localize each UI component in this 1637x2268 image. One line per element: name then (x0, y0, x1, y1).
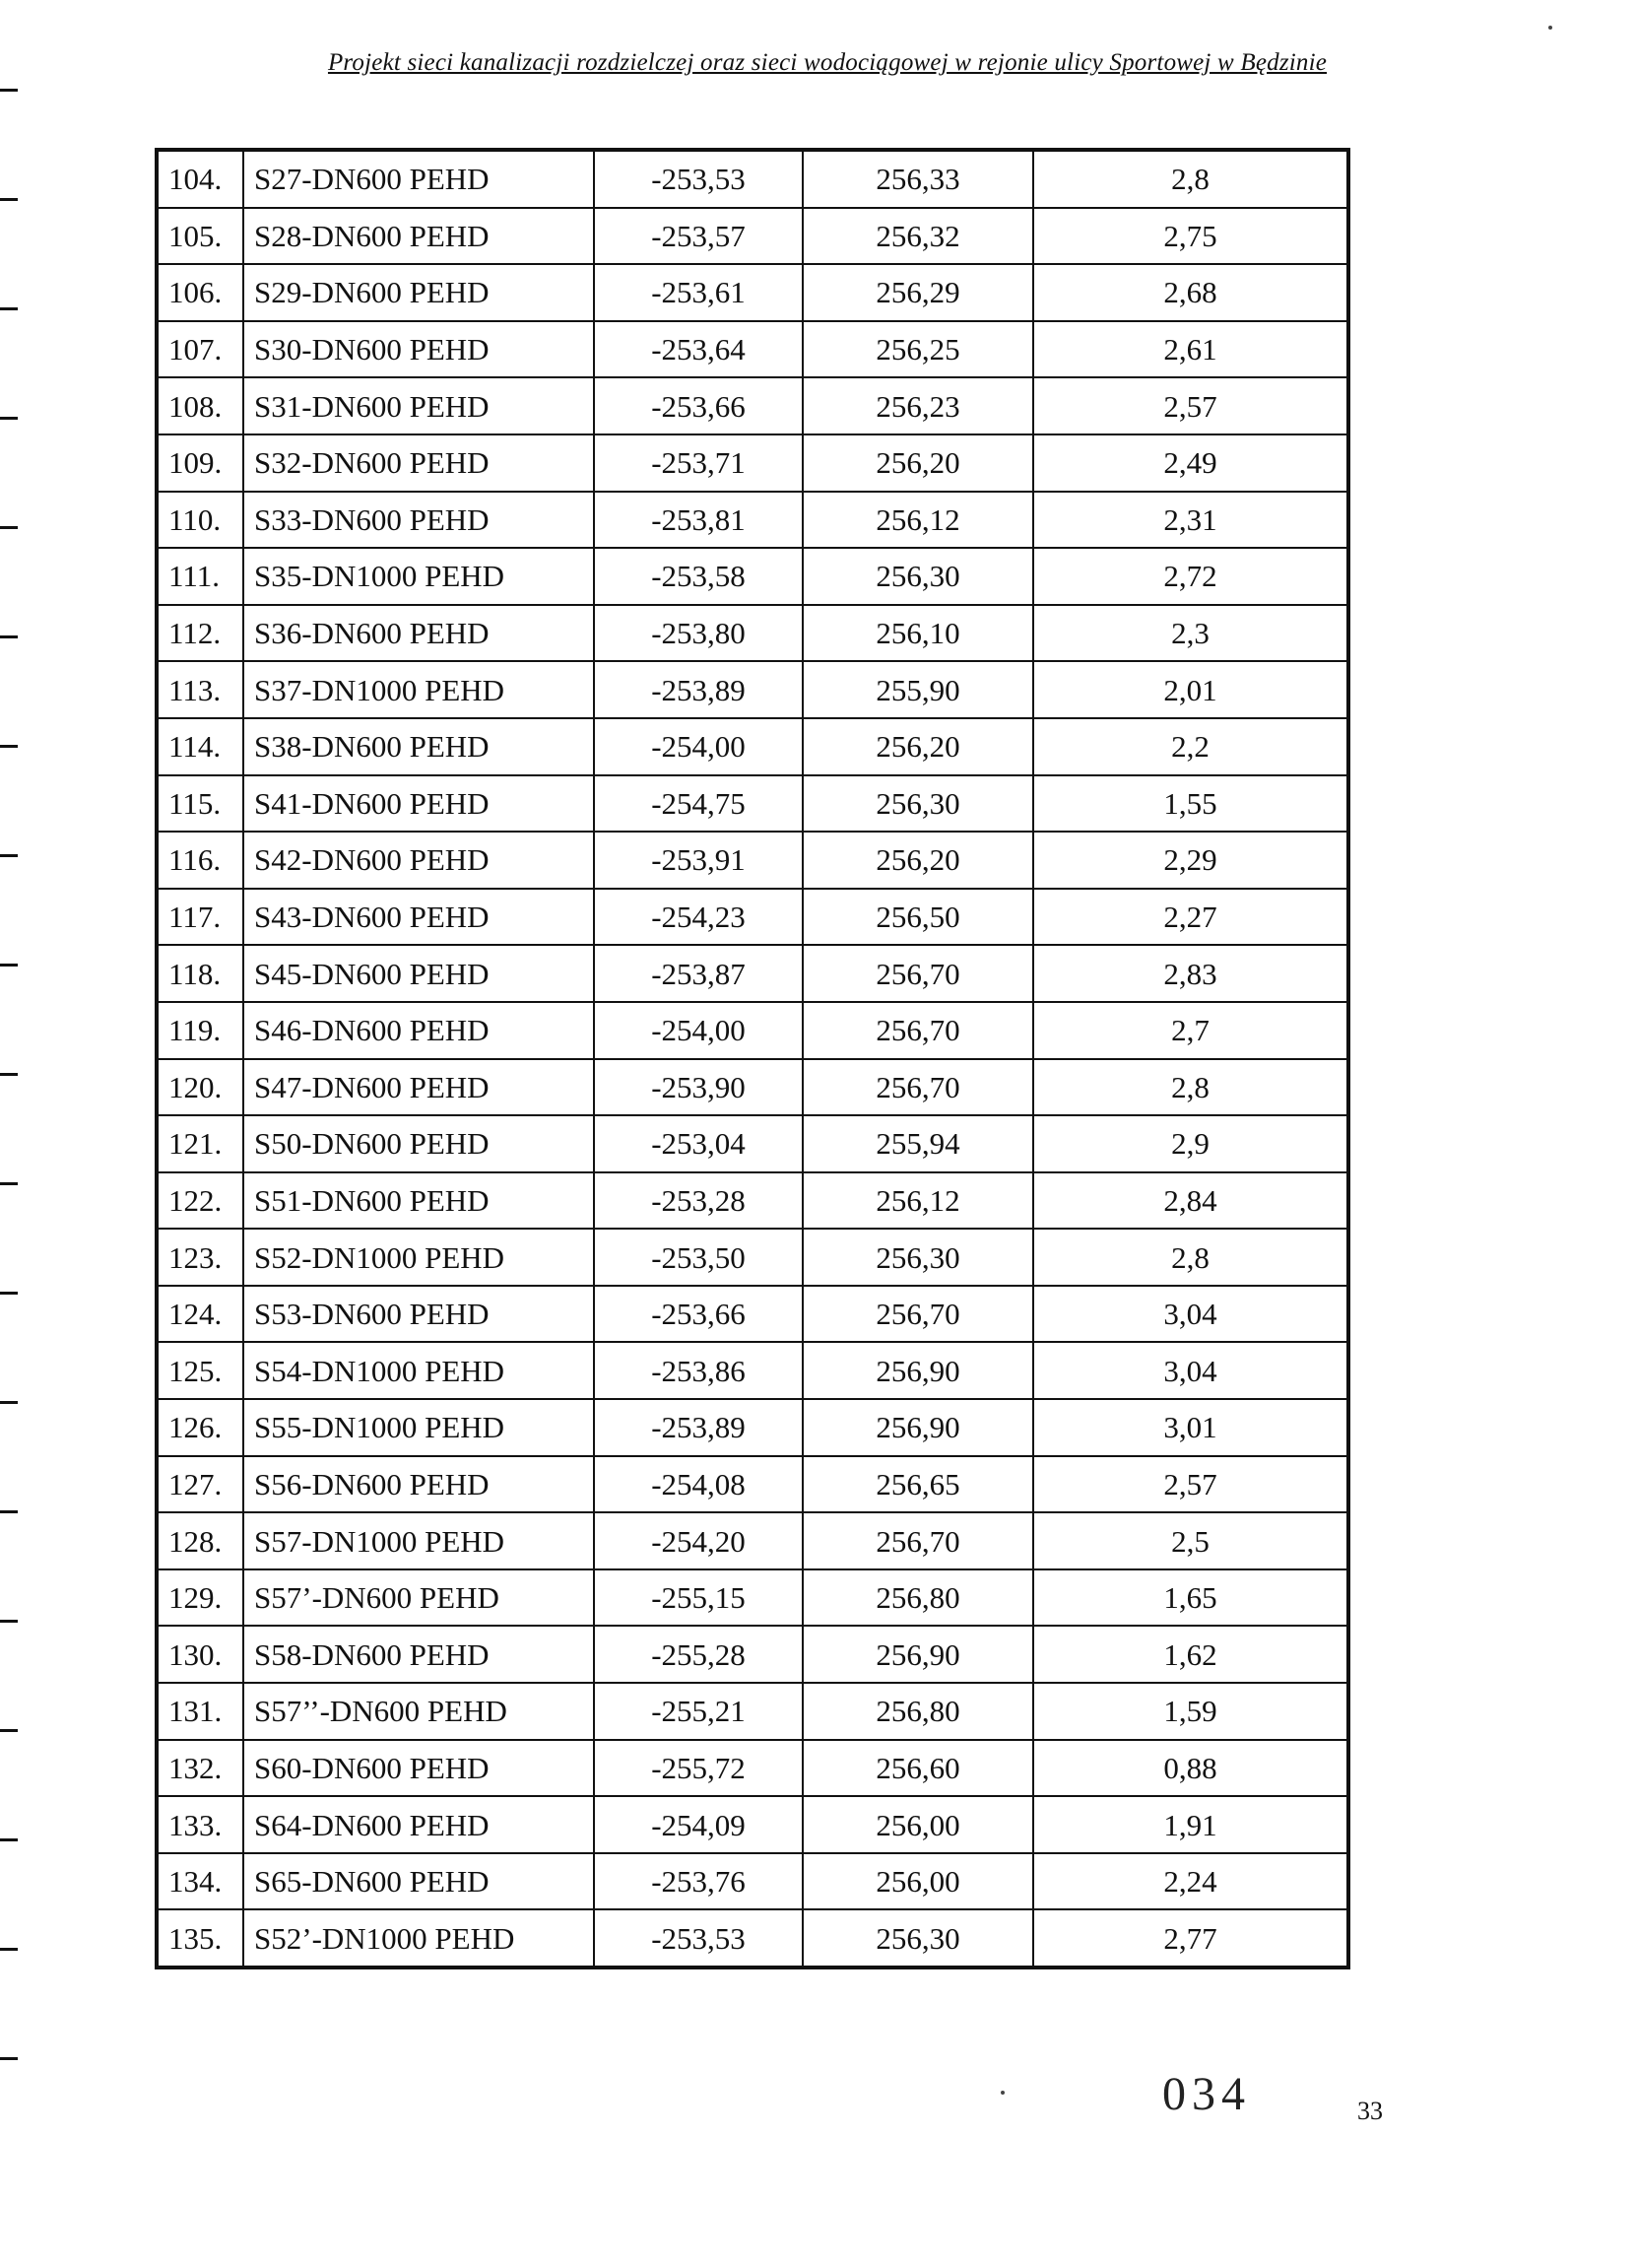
row-number-cell: 135. (157, 1909, 243, 1968)
value2-cell: 256,12 (803, 1172, 1033, 1230)
table-row (157, 1740, 1348, 1797)
table-row (157, 718, 1348, 775)
table-row (157, 1172, 1348, 1230)
pipe-name-cell: S51-DN600 PEHD (243, 1172, 594, 1230)
value2-cell: 256,70 (803, 1512, 1033, 1569)
value2-cell: 256,23 (803, 377, 1033, 434)
value3-cell: 2,77 (1033, 1909, 1348, 1968)
row-number-cell: 120. (157, 1059, 243, 1116)
table-row (157, 492, 1348, 549)
pipe-name-cell: S55-DN1000 PEHD (243, 1399, 594, 1456)
value3-cell: 3,01 (1033, 1399, 1348, 1456)
value2-cell: 256,30 (803, 775, 1033, 833)
table-row (157, 1115, 1348, 1172)
value1-cell: -253,66 (594, 1286, 803, 1343)
value2-cell: 256,90 (803, 1342, 1033, 1399)
value3-cell: 2,8 (1033, 1229, 1348, 1286)
edge-mark (0, 1838, 18, 1841)
value1-cell: -253,81 (594, 492, 803, 549)
table-row (157, 1229, 1348, 1286)
edge-mark (0, 1073, 18, 1076)
value3-cell: 2,3 (1033, 605, 1348, 662)
value3-cell: 1,59 (1033, 1683, 1348, 1740)
value1-cell: -253,53 (594, 1909, 803, 1968)
value1-cell: -253,28 (594, 1172, 803, 1230)
pipe-name-cell: S32-DN600 PEHD (243, 434, 594, 492)
table-row (157, 605, 1348, 662)
value2-cell: 256,90 (803, 1399, 1033, 1456)
pipe-name-cell: S43-DN600 PEHD (243, 889, 594, 946)
value3-cell: 2,8 (1033, 150, 1348, 208)
pipe-name-cell: S28-DN600 PEHD (243, 208, 594, 265)
pipe-name-cell: S50-DN600 PEHD (243, 1115, 594, 1172)
pipe-name-cell: S56-DN600 PEHD (243, 1456, 594, 1513)
table-row (157, 832, 1348, 889)
value3-cell: 2,61 (1033, 321, 1348, 378)
value2-cell: 256,29 (803, 264, 1033, 321)
value2-cell: 256,70 (803, 1286, 1033, 1343)
table-row (157, 1002, 1348, 1059)
value1-cell: -253,58 (594, 548, 803, 605)
pipe-name-cell: S53-DN600 PEHD (243, 1286, 594, 1343)
value2-cell: 255,94 (803, 1115, 1033, 1172)
pipe-name-cell: S29-DN600 PEHD (243, 264, 594, 321)
table-row (157, 1399, 1348, 1456)
value1-cell: -254,75 (594, 775, 803, 833)
data-table-container (155, 148, 1350, 1969)
row-number-cell: 123. (157, 1229, 243, 1286)
table-row (157, 661, 1348, 718)
value1-cell: -253,76 (594, 1853, 803, 1910)
value1-cell: -253,71 (594, 434, 803, 492)
row-number-cell: 114. (157, 718, 243, 775)
value1-cell: -254,09 (594, 1796, 803, 1853)
pipe-name-cell: S57’-DN600 PEHD (243, 1569, 594, 1627)
value1-cell: -253,90 (594, 1059, 803, 1116)
pipe-name-cell: S54-DN1000 PEHD (243, 1342, 594, 1399)
value2-cell: 256,00 (803, 1853, 1033, 1910)
edge-mark (0, 1729, 18, 1732)
value2-cell: 256,30 (803, 1229, 1033, 1286)
value2-cell: 256,65 (803, 1456, 1033, 1513)
value2-cell: 256,30 (803, 1909, 1033, 1968)
value2-cell: 255,90 (803, 661, 1033, 718)
edge-mark (0, 745, 18, 748)
row-number-cell: 128. (157, 1512, 243, 1569)
page-header: Projekt sieci kanalizacji rozdzielczej oraz sieci wodociągowej w rejonie ulicy Sportowej w Będzinie (327, 49, 1328, 76)
table-row (157, 321, 1348, 378)
table-row (157, 548, 1348, 605)
pipe-name-cell: S37-DN1000 PEHD (243, 661, 594, 718)
pipe-name-cell: S65-DN600 PEHD (243, 1853, 594, 1910)
pipe-name-cell: S45-DN600 PEHD (243, 945, 594, 1002)
scan-speck (1548, 26, 1552, 30)
row-number-cell: 109. (157, 434, 243, 492)
value1-cell: -255,72 (594, 1740, 803, 1797)
value1-cell: -253,50 (594, 1229, 803, 1286)
pipe-name-cell: S30-DN600 PEHD (243, 321, 594, 378)
table-row (157, 775, 1348, 833)
value3-cell: 2,27 (1033, 889, 1348, 946)
value2-cell: 256,30 (803, 548, 1033, 605)
value2-cell: 256,33 (803, 150, 1033, 208)
table-body (157, 150, 1348, 1968)
value3-cell: 2,5 (1033, 1512, 1348, 1569)
edge-mark (0, 1948, 18, 1951)
value1-cell: -253,04 (594, 1115, 803, 1172)
value2-cell: 256,25 (803, 321, 1033, 378)
value1-cell: -253,91 (594, 832, 803, 889)
value3-cell: 2,9 (1033, 1115, 1348, 1172)
pipe-name-cell: S57’’-DN600 PEHD (243, 1683, 594, 1740)
edge-mark (0, 1292, 18, 1295)
row-number-cell: 108. (157, 377, 243, 434)
value1-cell: -255,21 (594, 1683, 803, 1740)
pipe-name-cell: S42-DN600 PEHD (243, 832, 594, 889)
table-row (157, 1683, 1348, 1740)
table-row (157, 1796, 1348, 1853)
value3-cell: 2,83 (1033, 945, 1348, 1002)
value3-cell: 2,68 (1033, 264, 1348, 321)
table-row (157, 945, 1348, 1002)
value3-cell: 2,84 (1033, 1172, 1348, 1230)
archive-stamp: 034 (1162, 2068, 1251, 2120)
row-number-cell: 113. (157, 661, 243, 718)
pipe-name-cell: S27-DN600 PEHD (243, 150, 594, 208)
pipe-name-cell: S57-DN1000 PEHD (243, 1512, 594, 1569)
pipe-name-cell: S52-DN1000 PEHD (243, 1229, 594, 1286)
value1-cell: -255,15 (594, 1569, 803, 1627)
value3-cell: 1,62 (1033, 1626, 1348, 1683)
row-number-cell: 130. (157, 1626, 243, 1683)
scan-speck (1001, 2091, 1005, 2095)
table-row (157, 1286, 1348, 1343)
edge-mark (0, 1401, 18, 1404)
value1-cell: -253,64 (594, 321, 803, 378)
edge-mark (0, 198, 18, 201)
value1-cell: -253,89 (594, 661, 803, 718)
pipe-name-cell: S52’-DN1000 PEHD (243, 1909, 594, 1968)
value2-cell: 256,80 (803, 1683, 1033, 1740)
value1-cell: -254,00 (594, 718, 803, 775)
value3-cell: 0,88 (1033, 1740, 1348, 1797)
edge-mark (0, 635, 18, 638)
value2-cell: 256,00 (803, 1796, 1033, 1853)
row-number-cell: 112. (157, 605, 243, 662)
table-row (157, 264, 1348, 321)
row-number-cell: 122. (157, 1172, 243, 1230)
value1-cell: -253,86 (594, 1342, 803, 1399)
edge-mark (0, 526, 18, 529)
table-row (157, 1853, 1348, 1910)
value1-cell: -253,87 (594, 945, 803, 1002)
row-number-cell: 119. (157, 1002, 243, 1059)
row-number-cell: 126. (157, 1399, 243, 1456)
value2-cell: 256,70 (803, 1002, 1033, 1059)
value1-cell: -253,53 (594, 150, 803, 208)
pipe-name-cell: S64-DN600 PEHD (243, 1796, 594, 1853)
row-number-cell: 115. (157, 775, 243, 833)
table-row (157, 377, 1348, 434)
row-number-cell: 118. (157, 945, 243, 1002)
edge-mark (0, 1182, 18, 1185)
value2-cell: 256,80 (803, 1569, 1033, 1627)
edge-mark (0, 964, 18, 967)
table-row (157, 1512, 1348, 1569)
value3-cell: 3,04 (1033, 1286, 1348, 1343)
value3-cell: 2,75 (1033, 208, 1348, 265)
row-number-cell: 110. (157, 492, 243, 549)
row-number-cell: 134. (157, 1853, 243, 1910)
value2-cell: 256,60 (803, 1740, 1033, 1797)
row-number-cell: 104. (157, 150, 243, 208)
row-number-cell: 121. (157, 1115, 243, 1172)
table-row (157, 1626, 1348, 1683)
data-table (155, 148, 1350, 1969)
page-number: 33 (1357, 2097, 1383, 2125)
row-number-cell: 117. (157, 889, 243, 946)
value2-cell: 256,20 (803, 434, 1033, 492)
row-number-cell: 124. (157, 1286, 243, 1343)
value1-cell: -253,66 (594, 377, 803, 434)
value1-cell: -254,23 (594, 889, 803, 946)
table-row (157, 208, 1348, 265)
row-number-cell: 132. (157, 1740, 243, 1797)
pipe-name-cell: S58-DN600 PEHD (243, 1626, 594, 1683)
value3-cell: 2,29 (1033, 832, 1348, 889)
row-number-cell: 107. (157, 321, 243, 378)
row-number-cell: 131. (157, 1683, 243, 1740)
value3-cell: 2,24 (1033, 1853, 1348, 1910)
row-number-cell: 127. (157, 1456, 243, 1513)
row-number-cell: 129. (157, 1569, 243, 1627)
value3-cell: 2,01 (1033, 661, 1348, 718)
value1-cell: -254,08 (594, 1456, 803, 1513)
edge-mark (0, 2057, 18, 2060)
edge-mark (0, 417, 18, 420)
value3-cell: 1,65 (1033, 1569, 1348, 1627)
value2-cell: 256,20 (803, 718, 1033, 775)
pipe-name-cell: S33-DN600 PEHD (243, 492, 594, 549)
value3-cell: 2,7 (1033, 1002, 1348, 1059)
pipe-name-cell: S38-DN600 PEHD (243, 718, 594, 775)
table-row (157, 434, 1348, 492)
pipe-name-cell: S47-DN600 PEHD (243, 1059, 594, 1116)
value2-cell: 256,70 (803, 1059, 1033, 1116)
value3-cell: 2,72 (1033, 548, 1348, 605)
row-number-cell: 116. (157, 832, 243, 889)
value3-cell: 2,8 (1033, 1059, 1348, 1116)
edge-mark (0, 307, 18, 310)
value1-cell: -254,00 (594, 1002, 803, 1059)
table-row (157, 1456, 1348, 1513)
value3-cell: 2,31 (1033, 492, 1348, 549)
value2-cell: 256,20 (803, 832, 1033, 889)
value2-cell: 256,32 (803, 208, 1033, 265)
pipe-name-cell: S60-DN600 PEHD (243, 1740, 594, 1797)
value3-cell: 2,49 (1033, 434, 1348, 492)
table-row (157, 889, 1348, 946)
pipe-name-cell: S31-DN600 PEHD (243, 377, 594, 434)
table-row (157, 1569, 1348, 1627)
value1-cell: -254,20 (594, 1512, 803, 1569)
pipe-name-cell: S35-DN1000 PEHD (243, 548, 594, 605)
value1-cell: -253,80 (594, 605, 803, 662)
pipe-name-cell: S36-DN600 PEHD (243, 605, 594, 662)
edge-mark (0, 1620, 18, 1623)
value3-cell: 2,2 (1033, 718, 1348, 775)
value2-cell: 256,10 (803, 605, 1033, 662)
edge-mark (0, 1510, 18, 1513)
value1-cell: -253,57 (594, 208, 803, 265)
row-number-cell: 106. (157, 264, 243, 321)
value1-cell: -253,89 (594, 1399, 803, 1456)
value3-cell: 2,57 (1033, 1456, 1348, 1513)
edge-mark (0, 854, 18, 857)
value3-cell: 1,55 (1033, 775, 1348, 833)
row-number-cell: 111. (157, 548, 243, 605)
value3-cell: 2,57 (1033, 377, 1348, 434)
value1-cell: -255,28 (594, 1626, 803, 1683)
row-number-cell: 125. (157, 1342, 243, 1399)
pipe-name-cell: S46-DN600 PEHD (243, 1002, 594, 1059)
table-row (157, 1909, 1348, 1968)
value3-cell: 1,91 (1033, 1796, 1348, 1853)
pipe-name-cell: S41-DN600 PEHD (243, 775, 594, 833)
value2-cell: 256,50 (803, 889, 1033, 946)
table-row (157, 1342, 1348, 1399)
row-number-cell: 105. (157, 208, 243, 265)
edge-mark (0, 89, 18, 92)
value3-cell: 3,04 (1033, 1342, 1348, 1399)
value2-cell: 256,70 (803, 945, 1033, 1002)
table-row (157, 1059, 1348, 1116)
table-row (157, 150, 1348, 208)
value2-cell: 256,90 (803, 1626, 1033, 1683)
value1-cell: -253,61 (594, 264, 803, 321)
row-number-cell: 133. (157, 1796, 243, 1853)
value2-cell: 256,12 (803, 492, 1033, 549)
